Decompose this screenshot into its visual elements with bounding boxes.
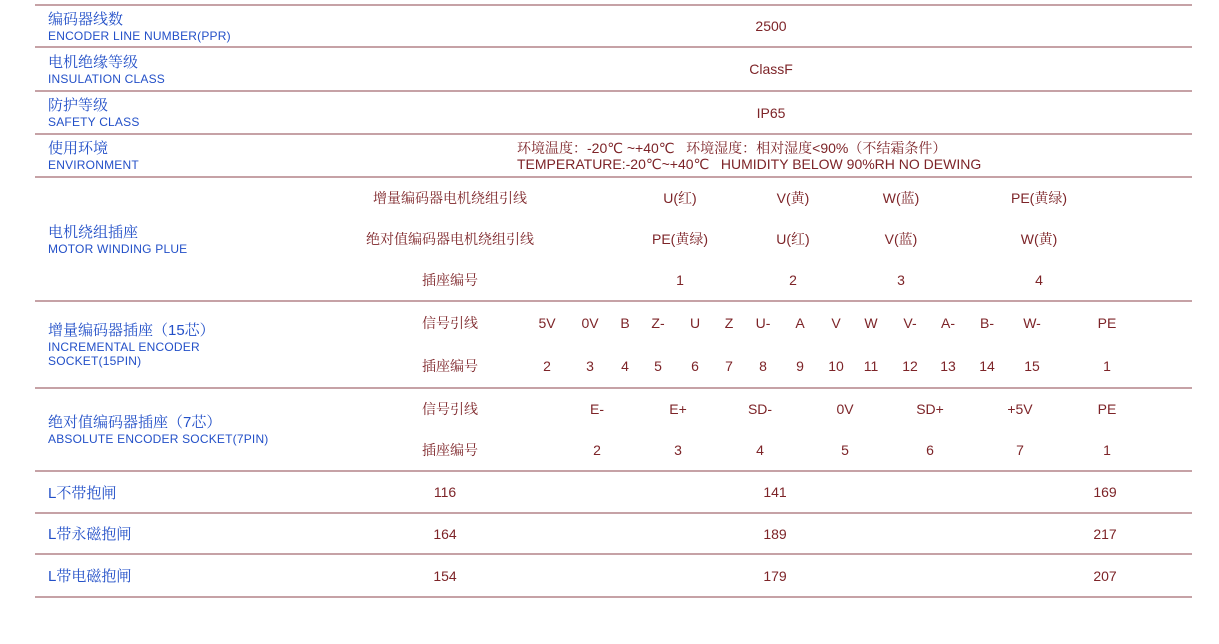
row-value-cell (350, 6, 1192, 46)
subrow-label: 插座编号 (422, 271, 478, 288)
pin-number: 2 (593, 441, 601, 458)
row-label-cell (35, 389, 350, 470)
length-value: 179 (763, 567, 787, 584)
row-label-zh: 电机绝缘等级 (48, 53, 139, 71)
environment-value-cell (350, 135, 1192, 176)
environment-value-zh: 环境温度：-20℃ ~+40℃ 环境湿度：相对湿度<90%（不结霜条件） (517, 139, 947, 156)
length-value: 169 (1093, 484, 1117, 500)
row-label-en: SAFETY CLASS (48, 115, 140, 129)
pin-number: 4 (621, 357, 629, 374)
pin-number: 4 (1035, 271, 1043, 288)
signal-name: 0V (581, 315, 599, 332)
row-label-zh: 使用环境 (48, 140, 109, 157)
row-label-en: ABSOLUTE ENCODER SOCKET(7PIN) (48, 432, 269, 446)
row-label-cell (35, 135, 350, 176)
lead-value: PE(黄绿) (1011, 190, 1067, 207)
absolute-socket-subrows (350, 389, 1192, 470)
row-label-cell (35, 302, 350, 387)
table-row-incremental-socket (35, 300, 1192, 387)
absolute-leads-subrow (350, 219, 1192, 260)
pin-number: 1 (1103, 441, 1111, 458)
row-label-en: SOCKET(15PIN) (48, 354, 142, 368)
pin-number: 1 (676, 271, 684, 288)
subrow-label: 信号引线 (422, 315, 478, 332)
signal-name: B (620, 315, 630, 332)
subrow-label: 插座编号 (422, 441, 478, 458)
pin-number: 3 (586, 357, 594, 374)
row-label-zh: L带电磁抱闸 (48, 568, 132, 585)
incremental-socket-subrows (350, 302, 1192, 387)
signal-name: E- (590, 401, 604, 418)
row-label-cell (35, 178, 350, 300)
lead-value: U(红) (663, 190, 697, 207)
pin-number: 6 (926, 441, 934, 458)
pin-number: 15 (1024, 357, 1040, 374)
row-value-cell (350, 514, 1192, 553)
table-row-insulation (35, 46, 1192, 90)
signal-name: SD- (747, 401, 773, 418)
table-row-l-no-brake (35, 470, 1192, 512)
pin-number: 11 (863, 357, 879, 374)
row-label-cell (35, 6, 350, 46)
table-row-motor-winding (35, 176, 1192, 300)
length-value: 116 (433, 484, 457, 500)
incremental-leads-subrow (350, 178, 1192, 219)
pin-number: 4 (756, 441, 764, 458)
pin-number: 3 (897, 271, 905, 288)
signal-name: B- (980, 315, 994, 332)
row-label-en: ENCODER LINE NUMBER(PPR) (48, 28, 231, 43)
motor-winding-subrows (350, 178, 1192, 300)
subrow-label: 插座编号 (422, 357, 478, 374)
length-value: 189 (763, 525, 787, 542)
row-label-cell (35, 514, 350, 553)
subrow-label: 信号引线 (422, 401, 478, 418)
row-label-cell (35, 472, 350, 512)
table-row-environment (35, 133, 1192, 176)
signal-name: V (831, 315, 841, 332)
pin-number: 7 (1016, 441, 1024, 458)
spec-table (35, 4, 1192, 598)
subrow-label: 增量编码器电机绕组引线 (373, 190, 527, 207)
table-row-absolute-socket (35, 387, 1192, 470)
row-value-cell (350, 555, 1192, 596)
safety-value: IP65 (756, 104, 786, 121)
table-row-encoder-line (35, 4, 1192, 46)
row-label-en: MOTOR WINDING PLUE (48, 241, 188, 256)
signal-name: V- (903, 315, 917, 332)
pin-number: 14 (979, 357, 995, 374)
signal-name: U- (755, 315, 771, 332)
row-label-zh: 编码器线数 (48, 10, 124, 28)
lead-value: W(蓝) (882, 190, 920, 207)
row-label-zh: L带永磁抱闸 (48, 526, 132, 543)
lead-value: PE(黄绿) (652, 231, 708, 247)
encoder-line-value: 2500 (755, 18, 787, 34)
signal-name: W- (1023, 315, 1041, 332)
pin-number: 2 (789, 271, 797, 288)
length-value: 141 (763, 484, 787, 500)
pin-number: 2 (543, 357, 551, 374)
pin-number: 9 (796, 357, 804, 374)
table-row-l-em-brake (35, 553, 1192, 596)
signal-name: U (689, 315, 701, 332)
signal-name: A- (941, 315, 955, 332)
signal-lead-subrow (350, 389, 1192, 430)
signal-name: 0V (836, 401, 854, 418)
signal-name: 5V (538, 315, 556, 332)
row-label-zh: 防护等级 (48, 97, 109, 114)
row-label-cell (35, 92, 350, 133)
pin-number: 10 (828, 357, 844, 374)
lead-value: V(黄) (776, 190, 810, 207)
environment-value-en: TEMPERATURE:-20℃~+40℃ HUMIDITY BELOW 90%RH NO DEWING (517, 155, 982, 172)
signal-name: W (864, 315, 878, 332)
signal-lead-subrow (350, 302, 1192, 345)
length-value: 217 (1093, 525, 1117, 542)
row-label-zh: 绝对值编码器插座（7芯） (48, 414, 222, 431)
signal-name: PE (1097, 401, 1117, 418)
table-row-l-pm-brake (35, 512, 1192, 553)
signal-name: Z- (651, 315, 665, 332)
row-label-zh: L不带抱闸 (48, 484, 117, 502)
length-value: 164 (433, 525, 457, 542)
row-label-en: INCREMENTAL ENCODER (48, 340, 200, 354)
row-label-cell (35, 48, 350, 90)
signal-name: SD+ (916, 401, 944, 418)
pin-number: 1 (1103, 357, 1111, 374)
pin-number: 8 (759, 357, 767, 374)
lead-value: W(黄) (1020, 231, 1058, 247)
signal-name: +5V (1007, 401, 1033, 418)
lead-value: U(红) (776, 231, 810, 247)
length-value: 154 (433, 567, 457, 584)
signal-name: E+ (669, 401, 687, 418)
pin-number: 5 (841, 441, 849, 458)
pin-number: 12 (902, 357, 918, 374)
subrow-label: 绝对值编码器电机绕组引线 (366, 231, 534, 247)
signal-name: PE (1097, 315, 1117, 332)
pin-number: 5 (654, 357, 662, 374)
insulation-value: ClassF (749, 61, 793, 77)
row-value-cell (350, 472, 1192, 512)
table-row-safety (35, 90, 1192, 133)
length-value: 207 (1093, 567, 1117, 584)
row-label-en: INSULATION CLASS (48, 71, 166, 86)
pin-number: 7 (725, 357, 733, 374)
socket-number-subrow (350, 259, 1192, 300)
lead-value: V(蓝) (884, 231, 918, 247)
socket-number-subrow (350, 430, 1192, 471)
pin-number: 13 (940, 357, 956, 374)
row-value-cell (350, 92, 1192, 133)
pin-number: 3 (674, 441, 682, 458)
row-value-cell (350, 48, 1192, 90)
row-label-zh: 电机绕组插座 (48, 223, 139, 241)
row-label-cell (35, 555, 350, 596)
signal-name: Z (724, 315, 734, 332)
signal-name: A (795, 315, 805, 332)
row-label-zh: 增量编码器插座（15芯） (48, 322, 215, 339)
pin-number: 6 (691, 357, 699, 374)
socket-number-subrow (350, 345, 1192, 388)
row-label-en: ENVIRONMENT (48, 158, 139, 172)
